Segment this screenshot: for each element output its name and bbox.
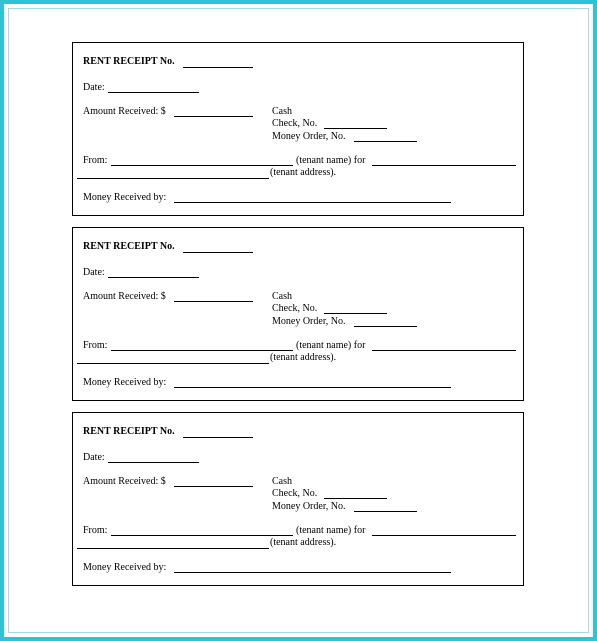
tenant-address-label: (tenant address). — [270, 167, 337, 178]
tenant-address-label: (tenant address). — [270, 537, 337, 548]
amount-field[interactable] — [174, 486, 253, 487]
property-field[interactable] — [372, 350, 516, 351]
property-field[interactable] — [372, 535, 516, 536]
money-order-number-field[interactable] — [354, 141, 417, 142]
received-by-field[interactable] — [174, 572, 451, 573]
from-label: From: — [83, 155, 108, 166]
date-field[interactable] — [108, 92, 199, 93]
property-field[interactable] — [372, 165, 516, 166]
check-label: Check, No. — [272, 303, 318, 314]
tenant-address-field[interactable] — [77, 548, 269, 549]
money-order-number-field[interactable] — [354, 326, 417, 327]
tenant-name-label: (tenant name) for — [296, 525, 366, 536]
receipt-number-field[interactable] — [183, 67, 253, 68]
money-received-by-label: Money Received by: — [83, 562, 167, 573]
rent-receipt-2 — [72, 227, 524, 401]
date-label: Date: — [83, 267, 105, 278]
amount-received-label: Amount Received: $ — [83, 106, 166, 117]
check-number-field[interactable] — [324, 498, 387, 499]
amount-field[interactable] — [174, 116, 253, 117]
receipt-number-field[interactable] — [183, 437, 253, 438]
money-order-label: Money Order, No. — [272, 501, 346, 512]
date-field[interactable] — [108, 277, 199, 278]
receipt-number-field[interactable] — [183, 252, 253, 253]
from-label: From: — [83, 340, 108, 351]
check-label: Check, No. — [272, 488, 318, 499]
date-field[interactable] — [108, 462, 199, 463]
date-label: Date: — [83, 82, 105, 93]
rent-receipt-1 — [72, 42, 524, 216]
amount-field[interactable] — [174, 301, 253, 302]
money-order-number-field[interactable] — [354, 511, 417, 512]
amount-received-label: Amount Received: $ — [83, 291, 166, 302]
received-by-field[interactable] — [174, 202, 451, 203]
tenant-name-label: (tenant name) for — [296, 155, 366, 166]
tenant-name-field[interactable] — [111, 350, 293, 351]
receipt-title: RENT RECEIPT No. — [83, 56, 175, 67]
check-number-field[interactable] — [324, 128, 387, 129]
amount-received-label: Amount Received: $ — [83, 476, 166, 487]
received-by-field[interactable] — [174, 387, 451, 388]
receipt-title: RENT RECEIPT No. — [83, 241, 175, 252]
tenant-address-field[interactable] — [77, 363, 269, 364]
check-label: Check, No. — [272, 118, 318, 129]
tenant-name-field[interactable] — [111, 165, 293, 166]
tenant-name-field[interactable] — [111, 535, 293, 536]
cash-label: Cash — [272, 291, 292, 302]
cash-label: Cash — [272, 476, 292, 487]
rent-receipt-3 — [72, 412, 524, 586]
check-number-field[interactable] — [324, 313, 387, 314]
from-label: From: — [83, 525, 108, 536]
tenant-address-field[interactable] — [77, 178, 269, 179]
date-label: Date: — [83, 452, 105, 463]
tenant-address-label: (tenant address). — [270, 352, 337, 363]
money-received-by-label: Money Received by: — [83, 377, 167, 388]
receipt-title: RENT RECEIPT No. — [83, 426, 175, 437]
money-received-by-label: Money Received by: — [83, 192, 167, 203]
money-order-label: Money Order, No. — [272, 131, 346, 142]
money-order-label: Money Order, No. — [272, 316, 346, 327]
cash-label: Cash — [272, 106, 292, 117]
tenant-name-label: (tenant name) for — [296, 340, 366, 351]
